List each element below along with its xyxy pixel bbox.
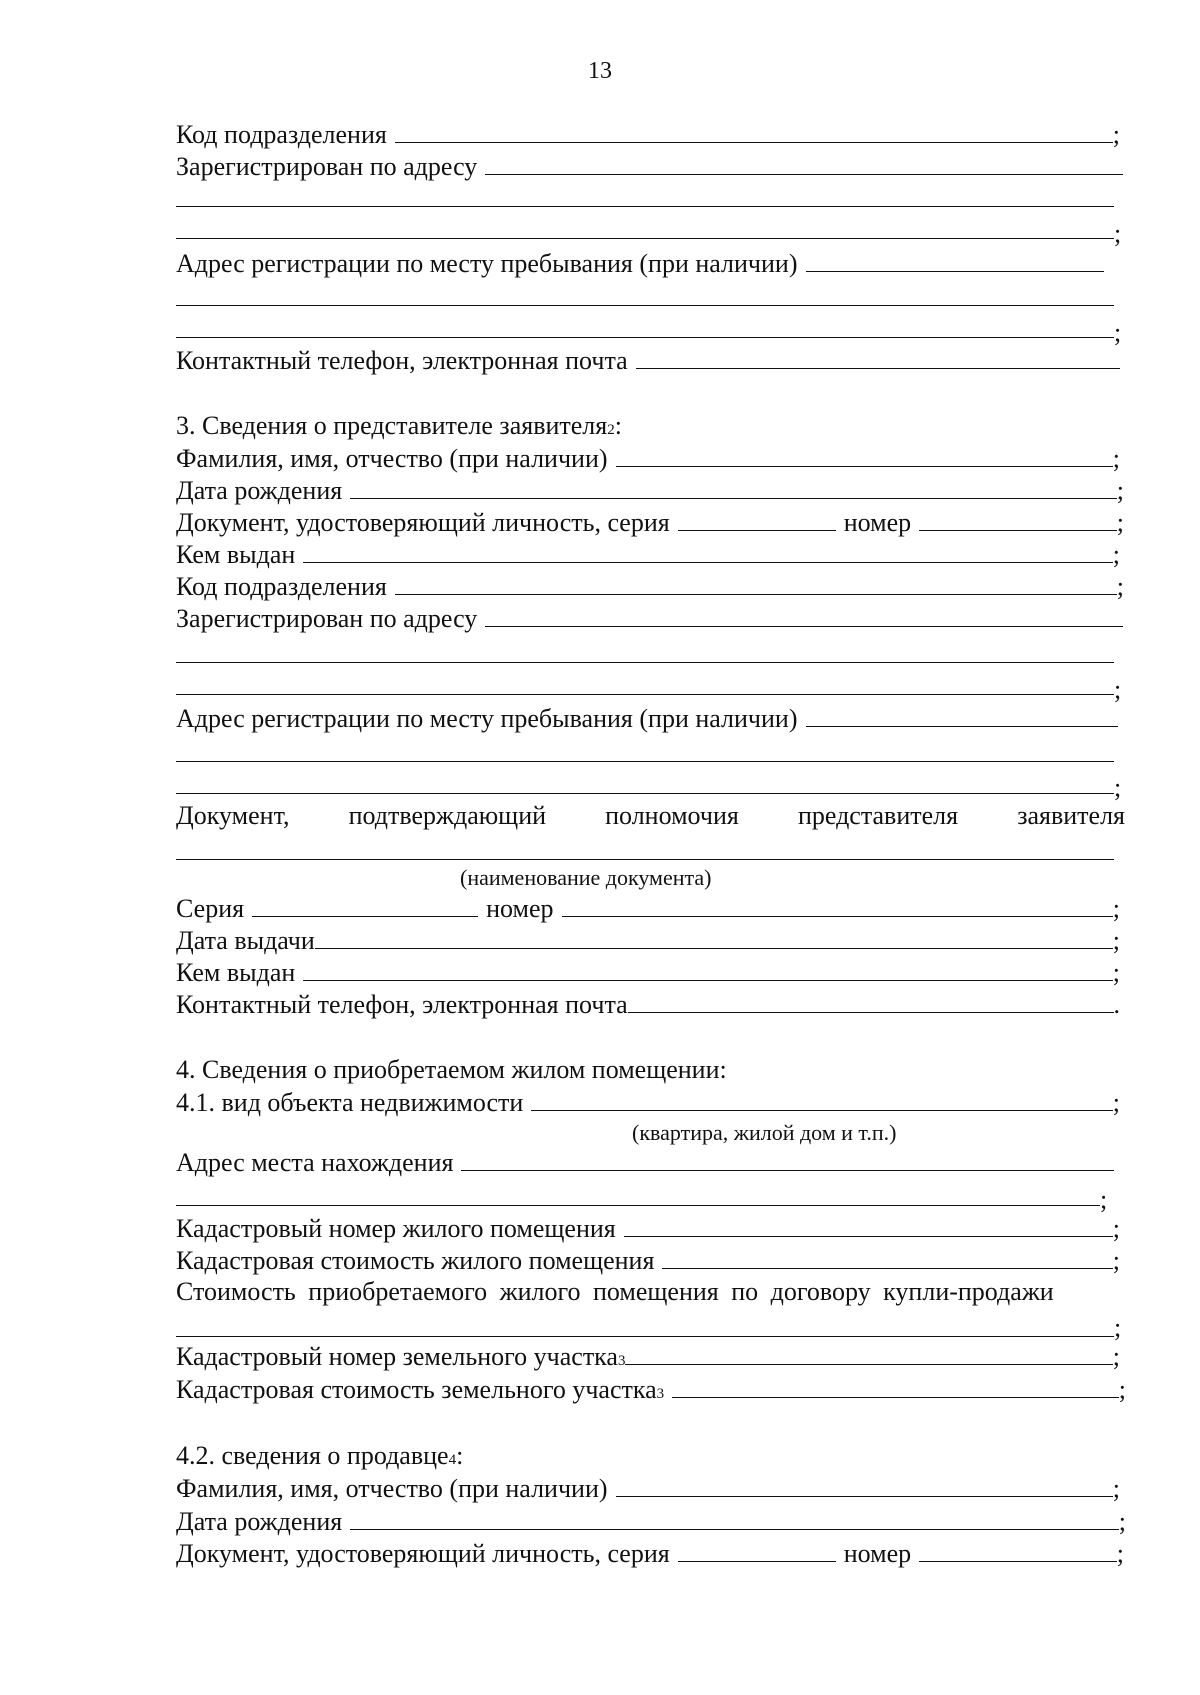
representative-registered-address-field[interactable]	[485, 602, 1123, 627]
representative-contacts-row: Контактный телефон, электронная почта .	[176, 990, 1120, 1019]
seller-birth-date-row: Дата рождения ;	[176, 1507, 1126, 1536]
applicant-registered-address-row: Зарегистрирован по адресу	[176, 150, 1123, 183]
applicant-stay-address-row: Адрес регистрации по месту пребывания (при наличии)	[176, 247, 1104, 280]
applicant-registered-address-line-3[interactable]	[176, 238, 1114, 239]
representative-id-document-row: Документ, удостоверяющий личность, серия номер ;	[176, 508, 1124, 537]
land-cadastral-value-row: Кадастровая стоимость земельного участка 3 ;	[176, 1375, 1126, 1404]
representative-full-name-row: Фамилия, имя, отчество (при наличии) ;	[176, 444, 1120, 473]
cadastral-value-row: Кадастровая стоимость жилого помещения ;	[176, 1246, 1120, 1275]
authority-issued-by-field[interactable]	[303, 956, 1112, 981]
seller-id-number-field[interactable]	[919, 1537, 1117, 1562]
land-cadastral-value-field[interactable]	[672, 1373, 1119, 1398]
contract-price-field[interactable]	[176, 1336, 1114, 1337]
cadastral-number-field[interactable]	[624, 1212, 1113, 1237]
representative-registered-address-line-2[interactable]	[176, 662, 1114, 663]
location-row: Адрес места нахождения	[176, 1146, 1114, 1179]
object-type-field[interactable]	[531, 1086, 1112, 1111]
seller-full-name-field[interactable]	[616, 1472, 1113, 1497]
representative-id-series-field[interactable]	[678, 506, 836, 531]
applicant-registered-address-line-2[interactable]	[176, 206, 1114, 207]
applicant-stay-address-line-2[interactable]	[176, 305, 1114, 306]
authority-document-row: Документ, подтверждающий полномочия представителя заявителя	[176, 801, 1125, 830]
location-line-2[interactable]	[176, 1205, 1100, 1206]
representative-stay-address-line-2[interactable]	[176, 761, 1114, 762]
applicant-stay-address-field[interactable]	[806, 247, 1105, 272]
authority-number-field[interactable]	[562, 892, 1113, 917]
applicant-registered-address-field[interactable]	[485, 150, 1123, 175]
property-heading: 4. Сведения о приобретаемом жилом помещении:	[176, 1055, 727, 1084]
applicant-contacts-row: Контактный телефон, электронная почта	[176, 344, 1120, 377]
authority-series-field[interactable]	[252, 892, 478, 917]
representative-birth-date-row: Дата рождения ;	[176, 476, 1124, 505]
land-cadastral-number-field[interactable]	[625, 1340, 1112, 1365]
representative-contacts-field[interactable]	[628, 988, 1114, 1013]
authority-issue-date-row: Дата выдачи ;	[176, 926, 1120, 955]
seller-id-series-field[interactable]	[678, 1537, 836, 1562]
applicant-division-code-field[interactable]	[395, 118, 1113, 143]
applicant-stay-address-line-3[interactable]	[176, 337, 1114, 338]
representative-division-code-row: Код подразделения ;	[176, 572, 1124, 601]
representative-id-number-field[interactable]	[919, 506, 1117, 531]
authority-issue-date-field[interactable]	[315, 924, 1113, 949]
document-name-caption: (наименование документа)	[460, 865, 712, 890]
object-type-caption: (квартира, жилой дом и т.п.)	[632, 1120, 897, 1145]
contract-price-row: Стоимость приобретаемого жилого помещения по договору купли-продажи	[176, 1277, 1054, 1306]
representative-full-name-field[interactable]	[616, 442, 1113, 467]
representative-birth-date-field[interactable]	[350, 474, 1117, 499]
authority-issued-by-row: Кем выдан ;	[176, 958, 1120, 987]
representative-stay-address-line-3[interactable]	[176, 793, 1114, 794]
authority-document-name-field[interactable]	[176, 859, 1114, 860]
land-cadastral-number-row: Кадастровый номер земельного участка 3 ;	[176, 1342, 1120, 1371]
seller-full-name-row: Фамилия, имя, отчество (при наличии) ;	[176, 1474, 1120, 1503]
location-field[interactable]	[461, 1146, 1114, 1171]
representative-registered-address-row: Зарегистрирован по адресу	[176, 602, 1123, 635]
seller-id-document-row: Документ, удостоверяющий личность, серия номер ;	[176, 1539, 1124, 1568]
representative-issued-by-field[interactable]	[303, 538, 1112, 563]
applicant-contacts-field[interactable]	[636, 344, 1120, 369]
cadastral-number-row: Кадастровый номер жилого помещения ;	[176, 1214, 1120, 1243]
representative-division-code-field[interactable]	[395, 570, 1117, 595]
representative-heading: 3. Сведения о представителе заявителя 2 :	[176, 411, 622, 440]
seller-birth-date-field[interactable]	[350, 1505, 1119, 1530]
representative-stay-address-row: Адрес регистрации по месту пребывания (при наличии)	[176, 702, 1118, 735]
object-type-row: 4.1. вид объекта недвижимости ;	[176, 1088, 1120, 1117]
representative-registered-address-line-3[interactable]	[176, 694, 1114, 695]
representative-issued-by-row: Кем выдан ;	[176, 540, 1120, 569]
applicant-division-code-row: Код подразделения ;	[176, 120, 1120, 149]
representative-stay-address-field[interactable]	[806, 702, 1119, 727]
authority-series-row: Серия номер ;	[176, 894, 1120, 923]
page-number: 13	[588, 58, 612, 84]
cadastral-value-field[interactable]	[662, 1244, 1112, 1269]
document-page: 13 Код подразделения ; Зарегистрирован по адресу ; Адрес регистрации по месту пребывания (при наличии) ; Контактный телефон, электронная почта 3. Сведения о представителе заявителя 2 : Фамилия, имя, отчество (при наличии) ; Дата рождения ; Документ, удостоверяющий личность, серия номер ; Кем выдан ; Код подразделения ; Зарегистрирован по адресу ; Адрес регистрации по месту пребывания (при наличии) ; Документ, подтверждающий полномочия представителя заявителя (наименование документа) Серия номер ; Дата выдачи ; Кем выдан ; Контактный телефон, электронная почта . 4. Сведения о приобретаемом жилом помещении: 4.1. вид объекта недвижимости ; (квартира, жилой дом и т.п.) Адрес места нахождения ; Кадастровый номер жилого помещения ; Кадастровая стоимость жилого помещения ; Стоимость приобретаемого жилого помещения по договору купли-продажи ; Кадастровый номер земельного участка 3 ; Кадастровая стоимость земельного участка 3 ; 4.2. сведения о продавце 4 : Фамилия, имя, отчество (при наличии) ; Дата рождения ; Документ, удостоверяющий личность, серия номер ;	[0, 0, 1200, 1695]
seller-heading: 4.2. сведения о продавце 4 :	[176, 1441, 464, 1470]
